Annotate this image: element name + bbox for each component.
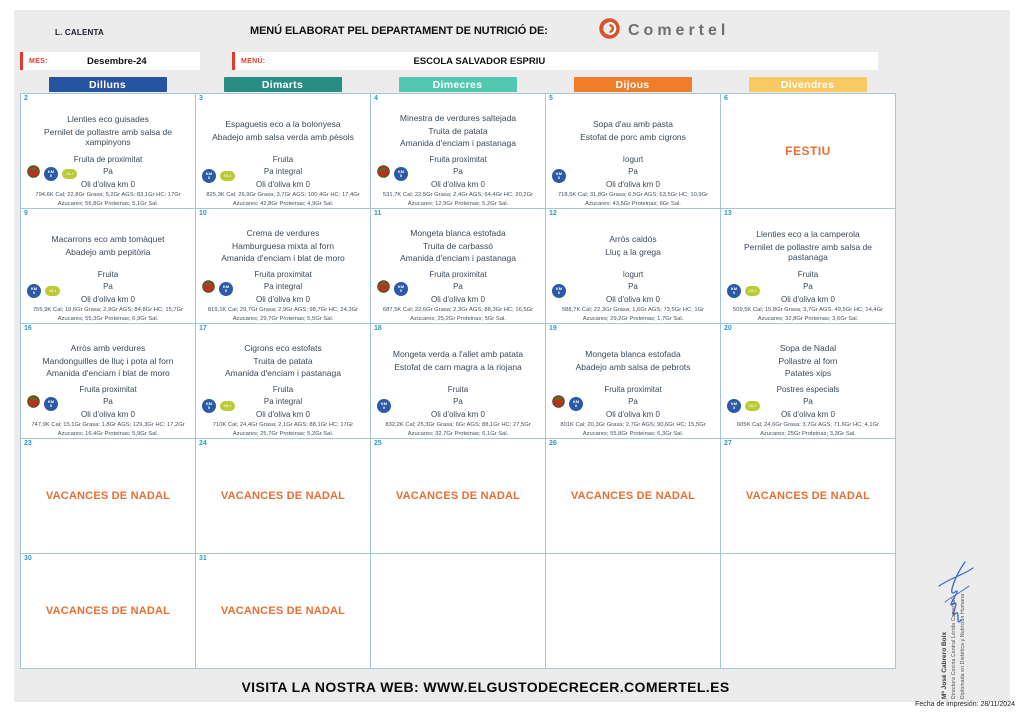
side-item: Pa (803, 397, 813, 407)
nutrition-info: 509,5K Cal; 15,8Gr Grasa; 3,7Gr AGS; 49,5Gr HC; 14,4Gr Azucares; 32,8Gr Proteinas; 3,6Gr Sal. (732, 307, 884, 322)
nutrition-info: 710K Cal; 24,4Gr Grasa; 2,1Gr AGS; 88,1Gr HC; 17Gr Azucares; 25,7Gr Proteinas; 5,2Gr Sal. (212, 422, 354, 437)
km0-icon-text: 0 (557, 175, 561, 180)
side-item: Pa (103, 282, 113, 292)
day-header-dimarts: Dimarts (224, 77, 342, 92)
side-item: Fruita proximitat (604, 385, 662, 394)
side-item: Oli d'oliva km 0 (431, 294, 485, 304)
vacances-label: VACANCES DE NADAL (220, 605, 346, 617)
km0-icon-text: 0 (49, 403, 53, 408)
vacances-label: VACANCES DE NADAL (45, 490, 171, 502)
dish: Truita de patata (253, 355, 313, 366)
dish: Arròs caldós (609, 234, 657, 245)
dish: Abadejo amb salsa verda amb pèsols (212, 132, 354, 142)
icon-row (27, 395, 58, 413)
day-header-dilluns: Dilluns (49, 77, 167, 92)
dish-list (551, 339, 715, 383)
side-item: Oli d'oliva km 0 (781, 294, 835, 304)
day-number: 17 (199, 325, 207, 332)
km0-icon-text: KM (397, 168, 405, 174)
dish-list (376, 339, 540, 383)
print-date: Fecha de impresión: 28/11/2024 (915, 701, 1015, 708)
km0-icon (27, 284, 41, 298)
dish: Estofat de carn magra a la riojana (394, 362, 522, 372)
day-number: 13 (724, 210, 732, 217)
day-number: 10 (199, 210, 207, 217)
km0-icon (727, 284, 741, 298)
dish: Hamburguesa mixta al forn (231, 240, 335, 251)
eco-product-icon (552, 395, 565, 413)
dish-list (376, 109, 540, 153)
red-accent-bar (232, 52, 235, 70)
side-item: Oli d'oliva km 0 (606, 409, 660, 419)
mes-value: Desembre-24 (87, 55, 147, 67)
km0-icon-text: KM (730, 400, 738, 406)
calendar-day-cell (371, 94, 546, 209)
side-item: Oli d'oliva km 0 (81, 179, 135, 189)
day-number: 9 (24, 210, 28, 217)
side-item: Pa (103, 167, 113, 177)
dish: Mongeta blanca estofada (410, 228, 506, 239)
olive-oil-eco-icon: OLI (745, 401, 760, 411)
olive-oil-eco-icon: OLI (45, 286, 60, 296)
side-list (551, 154, 715, 191)
icon-row (202, 399, 235, 413)
dish: Estofat de porc amb cigrons (580, 132, 686, 142)
dish: Truita de carbassó (422, 240, 494, 251)
day-number: 24 (199, 440, 207, 447)
dish: Sopa de Nadal (779, 343, 837, 354)
dish: Amanida d'enciam i blat de moro (46, 368, 170, 379)
icon-row (27, 284, 60, 298)
dish: Pernilet de pollastre amb salsa de pastanaga (743, 241, 873, 263)
calendar-day-cell (196, 209, 371, 324)
km0-icon (219, 282, 233, 296)
day-number: 6 (724, 95, 728, 102)
day-number: 25 (374, 440, 382, 447)
side-item: Pa (453, 397, 463, 407)
dish-list (201, 339, 365, 383)
icon-row (552, 395, 583, 413)
dish: Sopa d'au amb pasta (592, 119, 674, 130)
dish: Lluç a la grega (605, 247, 661, 257)
olive-oil-eco-icon: OLI (745, 286, 760, 296)
dish-list (26, 109, 190, 153)
side-item: Oli d'oliva km 0 (256, 409, 310, 419)
km0-icon-text: 0 (207, 405, 211, 410)
calendar-grid (20, 93, 896, 669)
comertel-swirl-icon (598, 17, 621, 45)
km0-icon-text: 0 (224, 288, 228, 293)
day-number: 16 (24, 325, 32, 332)
eco-product-icon (377, 280, 390, 298)
olive-oil-eco-icon: OLI (62, 169, 77, 179)
nutrition-info: 832,2K Cal; 25,3Gr Grasa; 6Gr AGS; 88,1Gr HC; 27,5Gr Azucares; 32,7Gr Proteinas; 6,1Gr Sal. (385, 422, 531, 437)
dish-list (201, 224, 365, 268)
day-number: 12 (549, 210, 557, 217)
side-item: Fruita proximitat (79, 385, 137, 394)
day-number: 26 (549, 440, 557, 447)
nutrition-info: 819,1K Cal; 29,7Gr Grasa; 2,9Gr AGS; 98,7Gr HC; 24,3Gr Azucares; 29,7Gr Proteinas; 5,5Gr Sal. (207, 307, 359, 322)
signature-name: Mª José Cabrero Boix (941, 631, 948, 699)
dish-list (26, 339, 190, 383)
dish: Pollastre al forn (778, 355, 838, 366)
km0-icon-text: KM (572, 398, 580, 404)
side-item: Pa (628, 397, 638, 407)
calendar-day-cell (721, 324, 896, 439)
holiday-cell (721, 439, 896, 554)
icon-row (27, 165, 77, 183)
nutrition-info: 588,7K Cal; 22,3Gr Grasa; 1,6Gr AGS; 73,5Gr HC; 1Gr Azucares; 29,2Gr Proteinas; 1,7Gr Sal. (561, 307, 705, 322)
eco-product-icon (377, 165, 390, 183)
side-item: Pa (628, 167, 638, 177)
km0-icon-text: 0 (49, 173, 53, 178)
km0-icon (552, 169, 566, 183)
icon-row (377, 165, 408, 183)
side-item: Oli d'oliva km 0 (256, 294, 310, 304)
day-number: 11 (374, 210, 382, 217)
dish: Amanida d'enciam i pastanaga (225, 368, 341, 379)
side-item: Fruita proximitat (429, 270, 487, 279)
day-number: 30 (24, 555, 32, 562)
km0-icon-text: KM (730, 285, 738, 291)
km0-icon (552, 284, 566, 298)
calendar-day-cell (546, 324, 721, 439)
dish: Amanida d'enciam i pastanaga (400, 138, 516, 149)
calendar-day-cell (21, 209, 196, 324)
icon-row (377, 280, 408, 298)
eco-product-icon (27, 395, 40, 413)
side-item: Oli d'oliva km 0 (81, 409, 135, 419)
dish: Mongeta verda a l'allet amb patata (392, 349, 524, 360)
brand-logo (598, 17, 729, 45)
holiday-cell (721, 94, 896, 209)
brand-name: Comertel (628, 22, 730, 39)
side-item: Fruita proximitat (429, 155, 487, 164)
km0-icon-text: 0 (399, 173, 403, 178)
dish: Amanida d'enciam i blat de moro (221, 253, 345, 264)
km0-icon (394, 282, 408, 296)
km0-icon (377, 399, 391, 413)
holiday-cell (21, 439, 196, 554)
holiday-cell (196, 554, 371, 669)
km0-icon (569, 397, 583, 411)
km0-icon (394, 167, 408, 181)
km0-icon-text: 0 (382, 405, 386, 410)
km0-icon-text: KM (397, 283, 405, 289)
km0-icon (202, 399, 216, 413)
dish: Crema de verdures (246, 228, 320, 239)
day-number: 4 (374, 95, 378, 102)
olive-oil-eco-icon: OLI (220, 171, 235, 181)
signature-credentials: Diplomada en Dietética y Nutrición Humana (960, 593, 966, 699)
km0-icon-text: KM (47, 398, 55, 404)
dish: Llenties eco guisades (67, 114, 149, 125)
signature-title: Directora Cocina Central Lérida Comersal (951, 598, 957, 699)
side-item: Iogurt (622, 155, 644, 164)
side-item: Fruita (447, 385, 469, 394)
day-number: 18 (374, 325, 382, 332)
dish: Macarrons eco amb tomàquet (51, 234, 165, 245)
icon-row (377, 399, 391, 413)
red-accent-bar (20, 52, 23, 70)
side-item: Fruita (797, 270, 819, 279)
dish-list (726, 224, 890, 268)
eco-product-icon (202, 280, 215, 298)
icon-row (552, 284, 566, 298)
km0-icon-text: KM (205, 400, 213, 406)
side-item: Fruita (272, 385, 294, 394)
program-label: L. CALENTA (55, 28, 104, 37)
km0-icon-text: 0 (732, 290, 736, 295)
school-name: ESCOLA SALVADOR ESPRIU (413, 55, 546, 67)
km0-icon-text: KM (30, 285, 38, 291)
km0-icon-text: KM (222, 283, 230, 289)
day-number: 20 (724, 325, 732, 332)
mes-label: MES: (29, 57, 48, 65)
side-item: Iogurt (622, 270, 644, 279)
day-number: 2 (24, 95, 28, 102)
side-item: Fruita proximitat (254, 270, 312, 279)
holiday-cell (546, 439, 721, 554)
calendar-day-cell (371, 324, 546, 439)
dish-list (551, 109, 715, 153)
side-item: Pa integral (263, 397, 303, 407)
dish: Mongeta blanca estofada (585, 349, 681, 360)
icon-row (727, 284, 760, 298)
km0-icon-text: KM (555, 285, 563, 291)
dish: Arròs amb verdures (70, 343, 146, 354)
km0-icon (202, 169, 216, 183)
eco-product-icon (27, 165, 40, 183)
side-item: Postres especials (776, 385, 840, 394)
side-item: Pa (453, 282, 463, 292)
side-item: Fruita (97, 270, 119, 279)
side-item: Pa integral (263, 167, 303, 177)
dish-list (551, 224, 715, 268)
km0-icon-text: 0 (574, 403, 578, 408)
dish: Truita de patata (428, 125, 488, 136)
nutrition-info: 687,5K Cal; 22,6Gr Grasa; 2,3Gr AGS; 88,3Gr HC; 16,5Gr Azucares; 25,2Gr Proteinas; 5Gr Sal. (382, 307, 534, 322)
dish: Patates xips (784, 368, 832, 379)
km0-icon-text: KM (380, 400, 388, 406)
calendar-day-cell (546, 209, 721, 324)
km0-icon (44, 397, 58, 411)
day-header-dimecres: Dimecres (399, 77, 517, 92)
calendar-day-cell (546, 94, 721, 209)
menu-field (232, 52, 878, 70)
dish: Minestra de verdures saltejada (399, 113, 517, 124)
side-item: Oli d'oliva km 0 (606, 179, 660, 189)
side-item: Oli d'oliva km 0 (81, 294, 135, 304)
nutrition-info: 718,5K Cal; 31,8Gr Grasa; 6,5Gr AGS; 63,5Gr HC; 10,9Gr Azucares; 43,5Gr Proteinas; 6Gr Sal. (557, 192, 709, 207)
km0-icon-text: 0 (207, 175, 211, 180)
side-item: Oli d'oliva km 0 (431, 179, 485, 189)
day-header-dijous: Dijous (574, 77, 692, 92)
side-list (376, 384, 540, 421)
km0-icon-text: 0 (557, 290, 561, 295)
day-number: 19 (549, 325, 557, 332)
side-item: Pa (628, 282, 638, 292)
calendar-day-cell (196, 94, 371, 209)
nutrition-info: 801K Cal; 20,3Gr Grasa; 2,7Gr AGS; 90,6Gr HC; 15,5Gr Azucares; 55,8Gr Proteinas; 6,3Gr Sal. (560, 422, 706, 437)
vacances-label: VACANCES DE NADAL (570, 490, 696, 502)
side-item: Oli d'oliva km 0 (781, 409, 835, 419)
icon-row (202, 169, 235, 183)
page-title: MENÚ ELABORAT PEL DEPARTAMENT DE NUTRICIÓ DE: (250, 25, 548, 37)
empty-cell (371, 554, 546, 669)
nutrition-info: 825,3K Cal; 26,9Gr Grasa; 3,7Gr AGS; 100,4Gr HC; 17,4Gr Azucares; 42,8Gr Proteinas; 4,9Gr Sal. (206, 192, 360, 207)
side-list (551, 269, 715, 306)
dish-list (376, 224, 540, 268)
nutrition-info: 755,9K Cal; 19,6Gr Grasa; 2,9Gr AGS; 84,8Gr HC; 15,7Gr Azucares; 55,3Gr Proteinas; 6,9Gr Sal. (32, 307, 184, 322)
km0-icon-text: 0 (399, 288, 403, 293)
side-item: Oli d'oliva km 0 (256, 179, 310, 189)
dish: Llenties eco a la camperola (756, 229, 860, 240)
website-footer: VISITA LA NOSTRA WEB: WWW.ELGUSTODECRECER.COMERTEL.ES (241, 679, 730, 695)
mes-field (20, 52, 200, 70)
side-item: Pa integral (263, 282, 303, 292)
day-number: 3 (199, 95, 203, 102)
km0-icon-text: 0 (32, 290, 36, 295)
calendar-day-cell (21, 94, 196, 209)
calendar-day-cell (196, 324, 371, 439)
dish: Amanida d'enciam i pastanaga (400, 253, 516, 264)
side-item: Oli d'oliva km 0 (431, 409, 485, 419)
icon-row (552, 169, 566, 183)
icon-row (727, 399, 760, 413)
dish: Mandonguilles de lluç i pota al forn (42, 355, 174, 366)
vacances-label: VACANCES DE NADAL (745, 490, 871, 502)
dish-list (26, 224, 190, 268)
dish: Cigrons eco estofats (244, 343, 322, 354)
nutrition-info: 605K Cal; 24,6Gr Grasa; 3,7Gr AGS; 71,6Gr HC; 4,1Gr Azucares; 25Gr Proteinas; 3,3Gr Sal. (736, 422, 880, 437)
day-header-divendres: Divendres (749, 77, 867, 92)
signature-block (941, 549, 989, 699)
day-number: 5 (549, 95, 553, 102)
km0-icon-text: 0 (732, 405, 736, 410)
side-item: Pa (453, 167, 463, 177)
calendar-day-cell (21, 324, 196, 439)
side-item: Pa (103, 397, 113, 407)
vacances-label: VACANCES DE NADAL (395, 490, 521, 502)
km0-icon (727, 399, 741, 413)
menu-label: MENÚ: (241, 57, 266, 65)
km0-icon-text: KM (205, 170, 213, 176)
empty-cell (546, 554, 721, 669)
day-number: 27 (724, 440, 732, 447)
empty-cell (721, 554, 896, 669)
nutrition-info: 794,6K Cal; 22,8Gr Grasa; 5,2Gr AGS; 83,1Gr HC; 17Gr Azucares; 56,8Gr Proteinas; 5,1Gr Sal. (35, 192, 181, 207)
festiu-label: FESTIU (785, 144, 831, 158)
side-item: Pa (803, 282, 813, 292)
dish-list (726, 339, 890, 383)
holiday-cell (196, 439, 371, 554)
dish: Espaguetis eco a la bolonyesa (225, 119, 341, 130)
holiday-cell (371, 439, 546, 554)
day-header-row (20, 77, 895, 92)
dish-list (201, 109, 365, 153)
km0-icon-text: KM (555, 170, 563, 176)
km0-icon (44, 167, 58, 181)
side-item: Fruita de proximitat (73, 155, 143, 164)
icon-row (202, 280, 233, 298)
nutrition-info: 531,7K Cal; 22,5Gr Grasa; 2,4Gr AGS; 64,4Gr HC; 20,2Gr Azucares; 12,9Gr Proteinas; 5,2Gr Sal. (382, 192, 534, 207)
side-item: Fruita (272, 155, 294, 164)
nutrition-info: 747,9K Cal; 15,1Gr Grasa; 1,8Gr AGS; 129,3Gr HC; 17,2Gr Azucares; 16,4Gr Proteinas; 5,9Gr Sal. (31, 422, 185, 437)
olive-oil-eco-icon: OLI (220, 401, 235, 411)
dish: Pernilet de pollastre amb salsa de xampinyons (43, 126, 173, 148)
side-item: Oli d'oliva km 0 (606, 294, 660, 304)
day-number: 23 (24, 440, 32, 447)
day-number: 31 (199, 555, 207, 562)
calendar-day-cell (371, 209, 546, 324)
vacances-label: VACANCES DE NADAL (220, 490, 346, 502)
km0-icon-text: KM (47, 168, 55, 174)
dish: Abadejo amb salsa de pebrots (575, 362, 691, 372)
dish: Abadejo amb pepitòria (65, 247, 151, 257)
holiday-cell (21, 554, 196, 669)
calendar-day-cell (721, 209, 896, 324)
vacances-label: VACANCES DE NADAL (45, 605, 171, 617)
